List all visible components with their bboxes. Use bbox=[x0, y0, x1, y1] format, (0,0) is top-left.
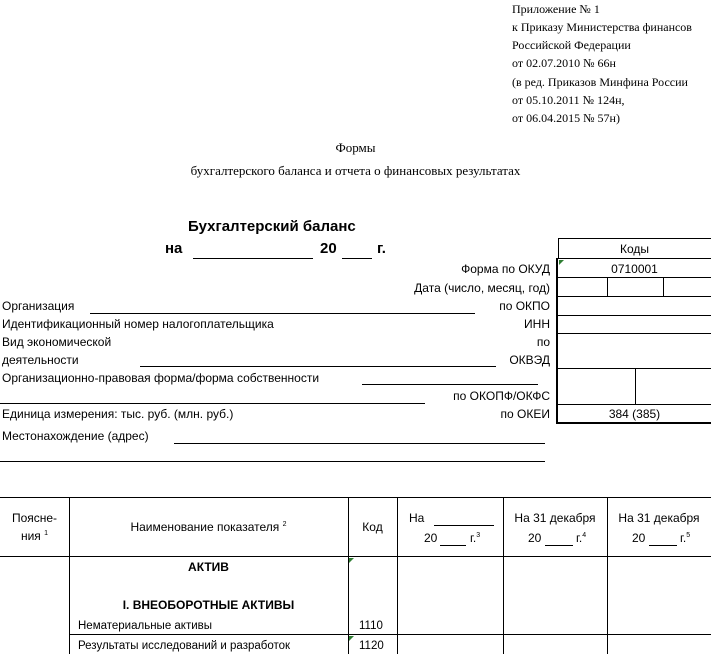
col-notes-sup: 1 bbox=[44, 530, 49, 537]
col-dec31-a-year bbox=[528, 531, 541, 545]
date-label: Дата (число, месяц, год) bbox=[414, 281, 550, 295]
col-name-header-text: Наименование показателя bbox=[130, 520, 280, 534]
okved-label-1: по bbox=[536, 335, 550, 349]
forms-subtitle: бухгалтерского баланса и отчета о финансовых результатах bbox=[190, 163, 521, 178]
col-notes-header-2 bbox=[0, 529, 69, 543]
organization-label: Организация bbox=[2, 299, 75, 313]
col-code-header: Код bbox=[362, 520, 383, 534]
appendix-line-3: Российской Федерации bbox=[512, 38, 631, 52]
legal-form-label: Организационно-правовая форма/форма собственности bbox=[2, 371, 320, 385]
balance-title: Бухгалтерский баланс bbox=[188, 218, 356, 235]
section-noncurrent-assets: I. ВНЕОБОРОТНЫЕ АКТИВЫ bbox=[122, 598, 295, 612]
appendix-line-2: к Приказу Министерства финансов bbox=[512, 20, 692, 34]
codes-header: Коды bbox=[619, 242, 650, 256]
appendix-line-5: (в ред. Приказов Минфина России bbox=[512, 75, 688, 89]
activity-label-2: деятельности bbox=[2, 353, 79, 367]
row-name: Нематериальные активы bbox=[78, 620, 213, 632]
col-na-header: На bbox=[409, 511, 425, 525]
col-notes-header-2-text: ния bbox=[20, 529, 41, 543]
appendix-line-7: от 06.04.2015 № 57н) bbox=[512, 111, 620, 125]
col-dec31-b-year bbox=[632, 531, 645, 545]
col-dec31-b-year-prefix: 20 bbox=[632, 531, 646, 545]
unit-label: Единица измерения: тыс. руб. (млн. руб.) bbox=[2, 407, 234, 421]
row-name: Результаты исследований и разработок bbox=[78, 640, 291, 652]
col-dec31-a-year-prefix: 20 bbox=[528, 531, 542, 545]
sup-5: 5 bbox=[686, 532, 691, 539]
col-name-header bbox=[69, 520, 348, 534]
sup-4: 4 bbox=[582, 532, 587, 539]
col-na-year-prefix: 20 bbox=[424, 531, 438, 545]
section-aktiv: АКТИВ bbox=[188, 560, 229, 574]
appendix-line-4: от 02.07.2010 № 66н bbox=[512, 56, 616, 70]
balance-year-prefix: 20 bbox=[320, 240, 337, 257]
row-code: 1120 bbox=[359, 640, 384, 652]
balance-year-suffix: г. bbox=[377, 240, 386, 257]
col-dec31-b-header: На 31 декабря bbox=[618, 511, 700, 525]
okei-value[interactable]: 384 (385) bbox=[608, 407, 661, 421]
inn-field-label: Идентификационный номер налогоплательщика bbox=[2, 317, 274, 331]
col-na-year bbox=[424, 531, 437, 545]
col-dec31-b-suffix-text: г. bbox=[680, 531, 687, 545]
col-dec31-a-suffix-text: г. bbox=[576, 531, 583, 545]
okei-label: по ОКЕИ bbox=[500, 407, 550, 421]
activity-label-1: Вид экономической bbox=[2, 335, 112, 349]
okpo-label: по ОКПО bbox=[499, 299, 550, 313]
col-na-suffix-text: г. bbox=[470, 531, 477, 545]
row-code: 1110 bbox=[359, 620, 383, 632]
appendix-line-6: от 05.10.2011 № 124н, bbox=[512, 93, 625, 107]
col-dec31-a-header: На 31 декабря bbox=[514, 511, 596, 525]
appendix-line-1: Приложение № 1 bbox=[512, 2, 600, 16]
okud-value[interactable]: 0710001 bbox=[611, 262, 658, 276]
forms-title: Формы bbox=[335, 140, 376, 155]
inn-label: ИНН bbox=[524, 317, 550, 331]
okopf-label: по ОКОПФ/ОКФС bbox=[453, 389, 550, 403]
col-name-sup: 2 bbox=[282, 521, 287, 528]
col-dec31-a-year-suffix bbox=[576, 531, 586, 545]
okud-label: Форма по ОКУД bbox=[461, 262, 550, 276]
balance-date-na: на bbox=[165, 240, 183, 257]
sup-3: 3 bbox=[476, 532, 481, 539]
okved-label-2: ОКВЭД bbox=[509, 353, 550, 367]
col-notes-header: Поясне- bbox=[11, 511, 58, 525]
col-na-year-suffix bbox=[470, 531, 480, 545]
col-dec31-b-year-suffix bbox=[680, 531, 690, 545]
location-label: Местонахождение (адрес) bbox=[2, 429, 149, 443]
